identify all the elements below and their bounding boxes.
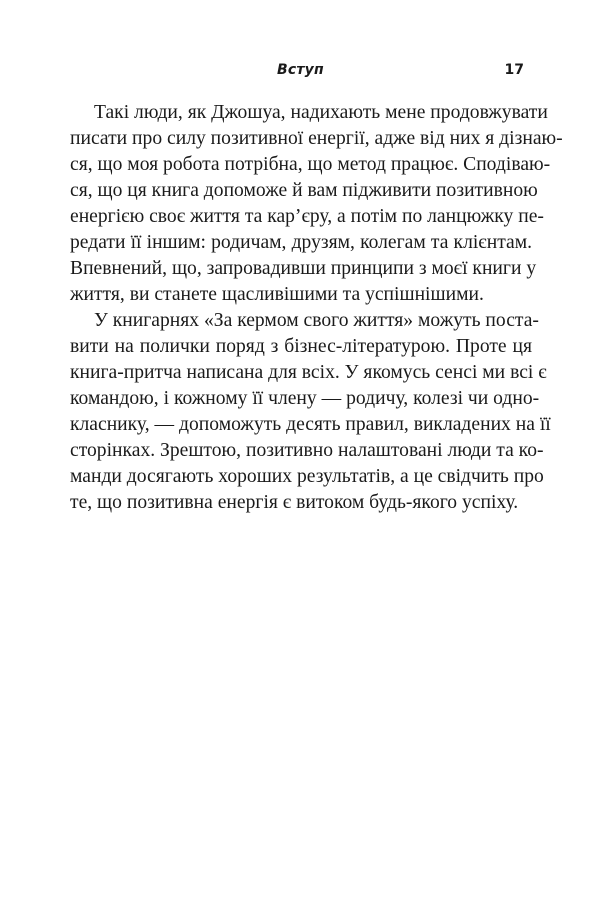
text-line: енергією своє життя та кар’єру, а потім по ланцюжку пе- [70, 206, 544, 227]
page-number: 17 [504, 62, 524, 78]
text-line: редати її іншим: родичам, друзям, колегам та клієнтам. [70, 232, 532, 253]
running-head [70, 62, 532, 84]
paragraph-2 [70, 308, 551, 516]
text-line: вити на полички поряд з бізнес-літературою. Проте ця [70, 336, 532, 357]
text-line: писати про силу позитивної енергії, адже від них я дізнаю- [70, 128, 563, 149]
text-line: ся, що моя робота потрібна, що метод працює. Сподіваю- [70, 154, 551, 175]
text-line: книга-притча написана для всіх. У якомусь сенсі ми всі є [70, 362, 547, 383]
text-line: життя, ви станете щасливішими та успішнішими. [70, 284, 484, 305]
text-line: командою, і кожному її члену — родичу, колезі чи одно- [70, 388, 540, 409]
text-line: класнику, — допоможуть десять правил, викладених на її [70, 414, 551, 435]
body-text [70, 100, 563, 516]
text-line: сторінках. Зрештою, позитивно налаштовані люди та ко- [70, 440, 544, 461]
text-line: У книгарнях «За кермом свого життя» можуть поста- [94, 310, 539, 331]
text-line: манди досягають хороших результатів, а це свідчить про [70, 466, 544, 487]
section-title: Вступ [277, 62, 324, 78]
text-line: Такі люди, як Джошуа, надихають мене продовжувати [94, 102, 548, 123]
text-line: те, що позитивна енергія є витоком будь-якого успіху. [70, 492, 519, 513]
paragraph-1 [70, 100, 563, 308]
text-line: Впевнений, що, запровадивши принципи з моєї книги у [70, 258, 537, 279]
text-line: ся, що ця книга допоможе й вам підживити позитивною [70, 180, 538, 201]
